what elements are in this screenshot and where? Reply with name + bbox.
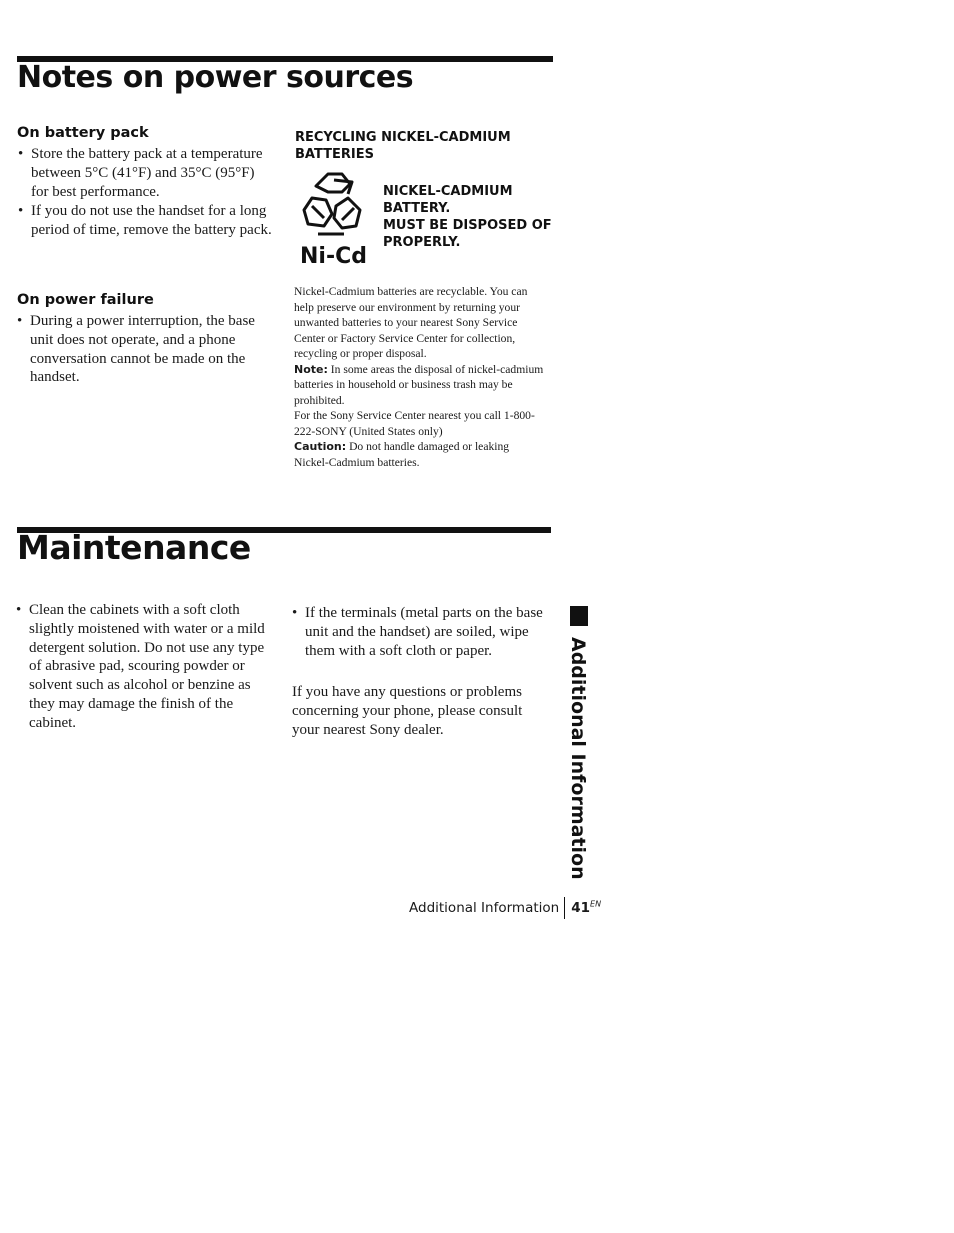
list-item: • Store the battery pack at a temperature between 5°C (41°F) and 35°C (95°F) for best performance. bbox=[18, 145, 273, 201]
dealer-paragraph: If you have any questions or problems concerning your phone, please consult your nearest Sony dealer. bbox=[292, 684, 523, 738]
section-title-power-sources: Notes on power sources bbox=[17, 60, 414, 95]
page-footer bbox=[409, 897, 601, 919]
power-failure-list bbox=[17, 312, 272, 387]
footer-divider bbox=[564, 897, 565, 919]
list-item: • If you do not use the handset for a long period of time, remove the battery pack. bbox=[18, 202, 273, 240]
recycling-note: Note: In some areas the disposal of nickel-cadmium batteries in household or business trash may be prohibited. bbox=[294, 362, 544, 407]
recycling-call: For the Sony Service Center nearest you call 1-800-222-SONY (United States only) bbox=[294, 409, 535, 438]
heading-power-failure: On power failure bbox=[17, 292, 154, 308]
footer-section: Additional Information bbox=[409, 900, 560, 916]
side-tab-marker bbox=[570, 606, 588, 626]
page-suffix: EN bbox=[590, 899, 602, 909]
maintenance-right-column bbox=[292, 604, 547, 740]
section-title-maintenance: Maintenance bbox=[17, 528, 251, 567]
recycling-body: Nickel-Cadmium batteries are recyclable. You can help preserve our environment by returning your unwanted batteries to your nearest Sony Service Center or Factory Service Center for collection, recycling or proper disposal. bbox=[294, 285, 528, 360]
recycle-icon bbox=[298, 170, 364, 242]
heading-battery-pack: On battery pack bbox=[17, 125, 149, 141]
recycling-text bbox=[294, 284, 546, 470]
ni-cd-logo-text: Ni-Cd bbox=[300, 244, 367, 269]
page-number: 41 bbox=[571, 900, 591, 916]
battery-pack-list bbox=[18, 145, 273, 240]
list-item: • If the terminals (metal parts on the base unit and the handset) are soiled, wipe them with a soft cloth or paper. bbox=[292, 604, 547, 660]
side-tab-label: Additional Information bbox=[567, 637, 589, 880]
recycle-label: NICKEL-CADMIUM BATTERY. MUST BE DISPOSED OF PROPERLY. bbox=[383, 184, 552, 250]
maintenance-left-list bbox=[16, 601, 270, 733]
list-item: • During a power interruption, the base unit does not operate, and a phone conversation cannot be made on the handset. bbox=[17, 312, 272, 387]
list-item: • Clean the cabinets with a soft cloth slightly moistened with water or a mild detergent solution. Do not use any type of abrasive pad, scouring powder or solvent such as alcohol or benzine as they may damage the finish of the cabinet. bbox=[16, 601, 270, 733]
heading-recycling: RECYCLING NICKEL-CADMIUM BATTERIES bbox=[295, 130, 511, 162]
recycling-caution: Caution: Do not handle damaged or leaking Nickel-Cadmium batteries. bbox=[294, 440, 510, 469]
